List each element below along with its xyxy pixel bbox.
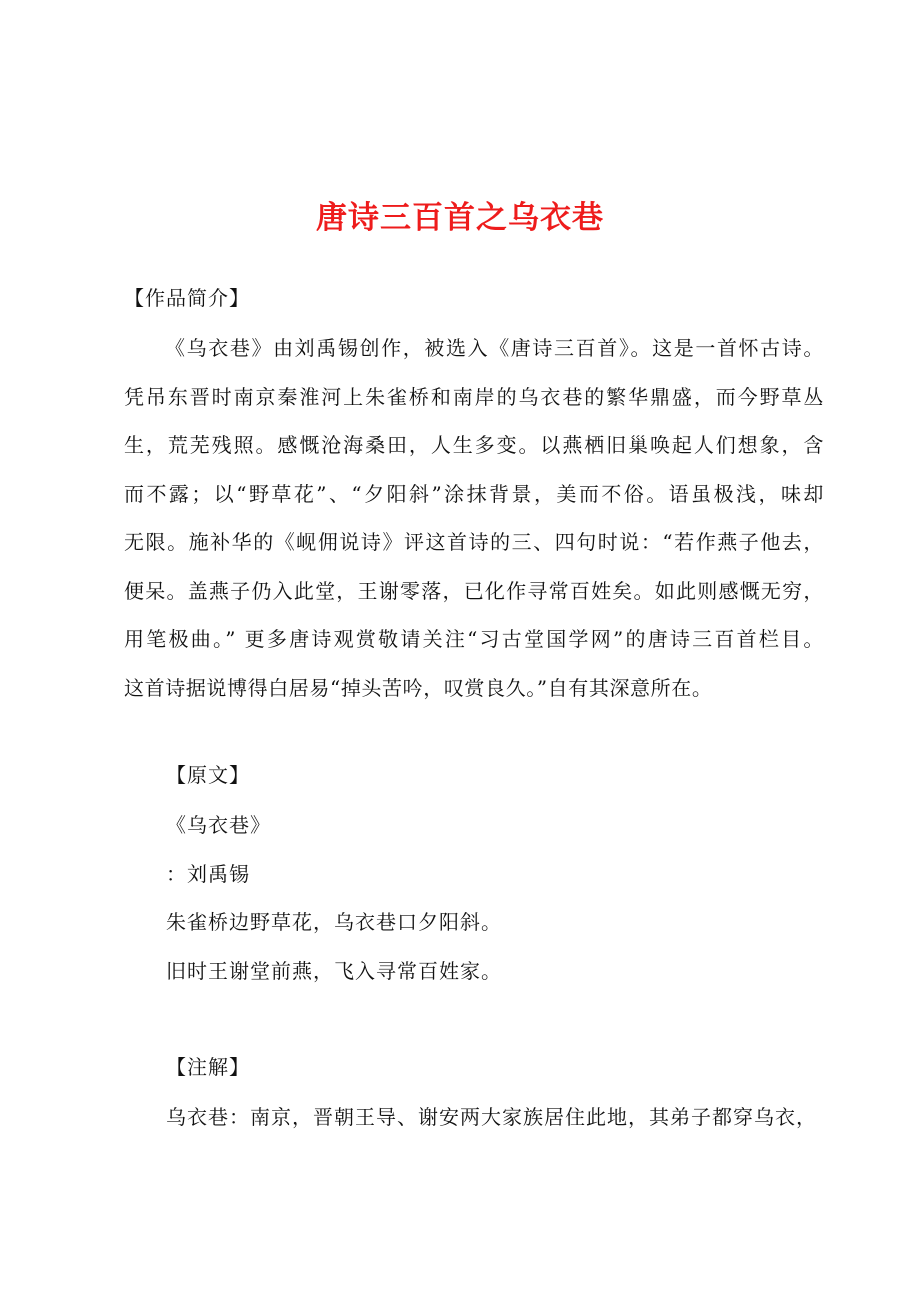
poem-title: 《乌衣巷》 [166, 813, 271, 837]
poem-line: 朱雀桥边野草花，乌衣巷口夕阳斜。 [166, 910, 502, 934]
intro-line: 这首诗据说博得白居易“掉头苦吟，叹赏良久。”自有其深意所在。 [124, 675, 713, 700]
intro-line: 用笔极曲。” 更多唐诗观赏敬请关注“习古堂国学网”的唐诗三百首栏目。 [124, 627, 824, 651]
document-title: 唐诗三百首之乌衣巷 [316, 200, 604, 236]
intro-line: 《乌衣巷》由刘禹锡创作，被选入《唐诗三百首》。这是一首怀古诗。 [165, 336, 824, 360]
notes-line: 乌衣巷：南京，晋朝王导、谢安两大家族居住此地，其弟子都穿乌衣， [166, 1105, 817, 1129]
intro-line: 而不露；以“野草花”、“夕阳斜”涂抹背景，美而不俗。语虽极浅，味却 [124, 481, 824, 506]
poem-line: 旧时王谢堂前燕，飞入寻常百姓家。 [166, 959, 502, 983]
poem-author: ：刘禹锡 [166, 862, 250, 886]
intro-line: 生，荒芜残照。感慨沧海桑田，人生多变。以燕栖旧巢唤起人们想象，含 [124, 433, 824, 457]
intro-line: 便呆。盖燕子仍入此堂，王谢零落，已化作寻常百姓矣。如此则感慨无穷， [124, 578, 824, 603]
original-heading: 【原文】 [166, 763, 250, 787]
intro-line: 凭吊东晋时南京秦淮河上朱雀桥和南岸的乌衣巷的繁华鼎盛，而今野草丛 [124, 384, 824, 409]
intro-heading: 【作品简介】 [124, 286, 250, 310]
intro-line: 无限。施补华的《岘佣说诗》评这首诗的三、四句时说：“若作燕子他去， [124, 530, 824, 554]
notes-heading: 【注解】 [166, 1055, 250, 1079]
intro-paragraph [124, 324, 824, 712]
